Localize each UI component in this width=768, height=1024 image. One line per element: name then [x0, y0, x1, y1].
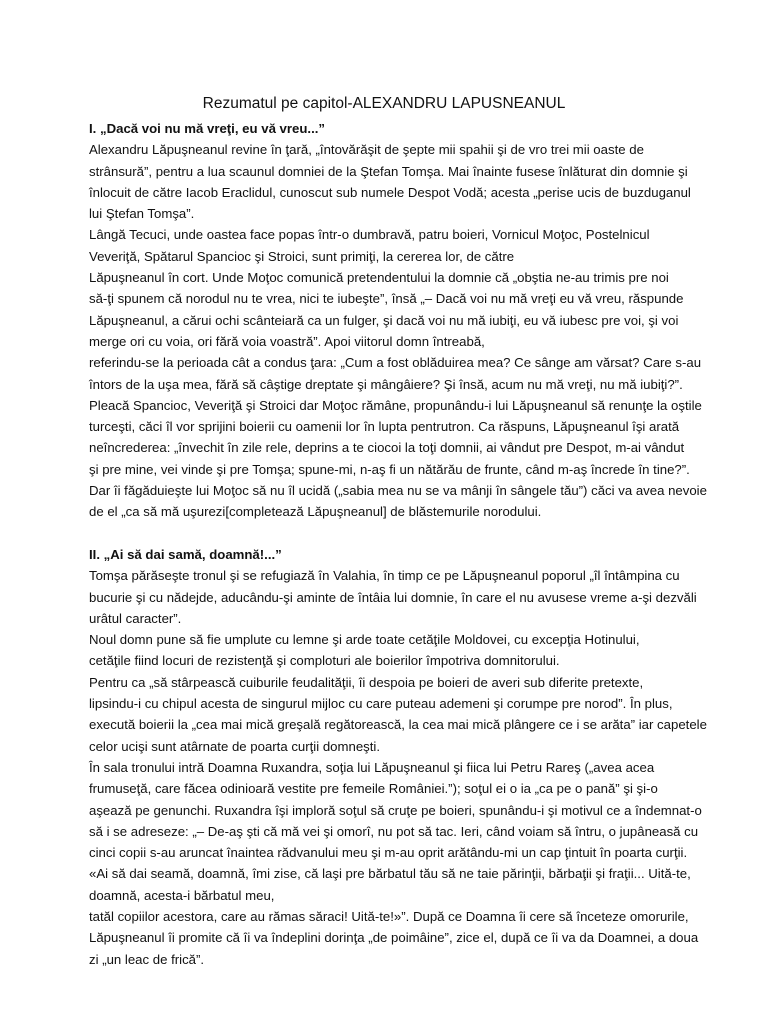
- text-line: Tomşa părăseşte tronul şi se refugiază în Valahia, în timp ce pe Lăpuşneanul poporul „îl întâmpina cu: [89, 568, 680, 584]
- section-2-body: [89, 565, 707, 970]
- text-line: «Ai să dai seamă, doamnă, îmi zise, că laşi pre bărbatul tău să ne taie părinţii, bărbaţii şi fraţii... Uită-te,: [89, 866, 691, 882]
- text-line: frumuseţă, care făcea odinioară vestite pre femeile României.”); soţul ei o ia „ca pe o pană” şi şi-o: [89, 781, 658, 797]
- text-line: zi „un leac de frică”.: [89, 951, 205, 967]
- text-line: Lângă Tecuci, unde oastea face popas într-o dumbravă, patru boieri, Vornicul Moţoc, Postelnicul: [89, 227, 650, 243]
- text-line: lui Ştefan Tomşa”.: [89, 206, 195, 222]
- text-line: Dar îi făgăduieşte lui Moţoc să nu îl ucidă („sabia mea nu se va mânji în sângele tău”) căci va avea nevoie: [89, 483, 707, 499]
- section-1-body: [89, 139, 707, 522]
- text-line: merge ori cu voia, ori fără voia voastră”. Apoi viitorul domn întreabă,: [89, 333, 485, 349]
- text-line: de el „ca să mă uşurezi[completează Lăpuşneanul] de blăstemurile norodului.: [89, 504, 542, 520]
- text-line: strânsură”, pentru a lua scaunul domniei de la Ştefan Tomşa. Mai înainte fusese înlăturat din domnie şi: [89, 163, 688, 179]
- document-body: [89, 118, 707, 970]
- text-line: În sala tronului intră Doamna Ruxandra, soţia lui Lăpuşneanul şi fiica lui Petru Rareş („avea acea: [89, 759, 655, 775]
- text-line: Lăpuşneanul îi promite că îi va îndeplini dorinţa „de poimâine”, zice el, după ce îi va da Doamnei, a doua: [89, 930, 699, 946]
- text-line: referindu-se la perioada cât a condus ţara: „Cum a fost oblăduirea mea? Ce sânge am vărsat? Care s-au: [89, 355, 702, 371]
- text-line: doamnă, acesta-i bărbatul meu,: [89, 887, 275, 903]
- text-line: cetăţile fiind locuri de rezistenţă şi comploturi ale boierilor împotriva domnitorului.: [89, 653, 560, 669]
- section-heading: II. „Ai să dai samă, doamnă!...”: [89, 546, 282, 562]
- text-line: şi pre mine, vei vinde şi pre Tomşa; spune-mi, n-aş fi un nătărău de frunte, când m-aş încrede în tine?”.: [89, 461, 690, 477]
- text-line: cinci copii s-au aruncat înaintea rădvanului meu şi m-au oprit arătându-mi un cap ţintuit în poarta curţii.: [89, 845, 688, 861]
- text-line: execută boierii la „cea mai mică greşală regătorească, la cea mai mică plângere ce i se arăta” iar capetele: [89, 717, 707, 733]
- text-line: celor ucişi sunt atârnate de poarta curţii domneşti.: [89, 738, 381, 754]
- text-line: să i se adreseze: „– De-aş şti că mă vei şi omorî, nu pot să tac. Ieri, când voiam să întru, o jupâneasă cu: [89, 823, 699, 839]
- text-line: tatăl copiilor acestora, care au rămas săraci! Uită-te!»”. După ce Doamna îi cere să înceteze omorurile,: [89, 908, 689, 924]
- text-line: aşează pe genunchi. Ruxandra îşi imploră soţul să cruţe pe boieri, spunându-i şi motivul ce a îndemnat-o: [89, 802, 702, 818]
- text-line: Noul domn pune să fie umplute cu lemne şi arde toate cetăţile Moldovei, cu excepţia Hotinului,: [89, 632, 640, 648]
- text-line: Veveriţă, Spătarul Spancioc şi Stroici, sunt primiţi, la cererea lor, de către: [89, 248, 515, 264]
- paragraph-spacer: [89, 523, 689, 544]
- text-line: Lăpuşneanul în cort. Unde Moţoc comunică pretendentului la domnie că „obştia ne-au trimis pre noi: [89, 270, 669, 286]
- text-line: lipsindu-i cu chipul acesta de singurul mijloc cu care puteau ademeni şi corumpe pre norod”. În plus,: [89, 696, 673, 712]
- text-line: urâtul caracter”.: [89, 610, 182, 626]
- text-line: Alexandru Lăpuşneanul revine în ţară, „întovărăşit de şepte mii spahii şi de vro trei mii oaste de: [89, 142, 644, 158]
- text-line: Pentru ca „să stârpească cuiburile feudalităţii, îi despoia pe boieri de averi sub diferite pretexte,: [89, 674, 644, 690]
- document-title: Rezumatul pe capitol-ALEXANDRU LAPUSNEANUL: [202, 95, 566, 112]
- text-line: turceşti, căci îl vor sprijini boierii cu oamenii lor în lupta pentrutron. Ca răspuns, Lăpuşneanul îşi arată: [89, 419, 680, 435]
- text-line: întors de la uşa mea, fără să câştige dreptate şi mângâiere? Şi însă, acum nu mă vreţi, nu mă iubiţi?”.: [89, 376, 683, 392]
- text-line: să-ţi spunem că norodul nu te vrea, nici te iubeşte”, însă „– Dacă voi nu mă vreţi eu vă vreu, răspunde: [89, 291, 684, 307]
- section-heading: I. „Dacă voi nu mă vreţi, eu vă vreu...”: [89, 121, 326, 136]
- text-line: Pleacă Spancioc, Veveriţă şi Stroici dar Moţoc rămâne, propunându-i lui Lăpuşneanul să renunţe la oştile: [89, 397, 702, 413]
- text-line: înlocuit de către Iacob Eraclidul, cunoscut sub numele Despot Vodă; acesta „perise ucis de buzduganul: [89, 184, 691, 200]
- text-line: Lăpuşneanul, a cărui ochi scânteiară ca un fulger, şi dacă voi nu mă iubiţi, eu vă iubesc pre voi, şi voi: [89, 312, 679, 328]
- text-line: neîncrederea: „învechit în zile rele, deprins a te ciocoi la toţi domnii, ai vândut pre Despot, m-ai vândut: [89, 440, 685, 456]
- text-line: bucurie şi cu nădejde, aducându-şi aminte de întâia lui domnie, în care el nu avusese vreme a-şi dezvăli: [89, 589, 697, 605]
